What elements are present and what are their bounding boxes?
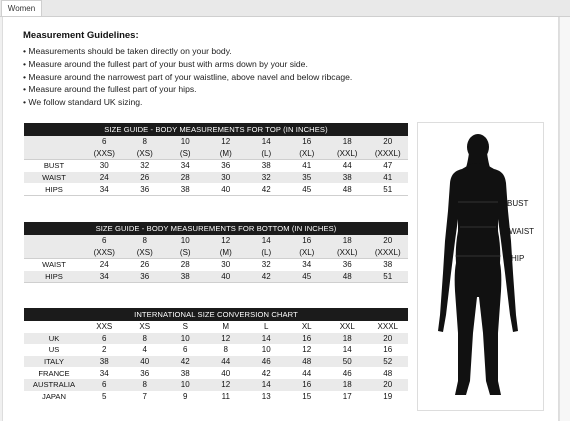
table-cell: 41	[287, 160, 328, 172]
table-cell: 40	[206, 183, 247, 195]
column-header: S	[182, 322, 188, 332]
table-cell: 36	[125, 271, 166, 283]
table-cell: 40	[206, 271, 247, 283]
table-cell: 32	[246, 172, 287, 184]
size-number: 16	[287, 136, 328, 148]
row-label: FRANCE	[38, 368, 70, 378]
table-cell: 45	[287, 183, 328, 195]
table-cell: 44	[327, 160, 368, 172]
table-cell: 40	[125, 356, 166, 368]
table-row	[24, 379, 408, 391]
table-cell: 14	[342, 345, 352, 355]
row-label: WAIST	[24, 172, 84, 184]
column-header: XXS	[96, 322, 113, 332]
table-cell: 18	[327, 333, 368, 345]
table-cell: 42	[261, 368, 271, 378]
tab-women[interactable]: Women	[1, 0, 42, 16]
top-size-table	[24, 123, 408, 196]
table-cell: 26	[125, 172, 166, 184]
size-code: (S)	[165, 247, 206, 259]
table-cell: 44	[302, 368, 312, 378]
column-header: L	[264, 322, 269, 332]
table-cell: 40	[221, 368, 231, 378]
column-header: XXXL	[377, 322, 398, 332]
hip-label: HIP	[511, 254, 525, 263]
row-label: ITALY	[24, 356, 84, 368]
table-cell: 47	[368, 160, 409, 172]
table-cell: 12	[206, 333, 247, 345]
column-header: XL	[301, 322, 312, 332]
size-number: 6	[84, 235, 125, 247]
size-number: 14	[246, 235, 287, 247]
table-cell: 38	[368, 259, 409, 271]
table-cell: 11	[221, 391, 230, 401]
table-cell: 32	[125, 160, 166, 172]
table-cell: 6	[84, 333, 125, 345]
table-cell: 34	[84, 271, 125, 283]
row-label: BUST	[24, 160, 84, 172]
bust-label: BUST	[507, 199, 529, 208]
guideline-item: • Measurements should be taken directly on your body.	[23, 45, 352, 58]
table-row	[24, 333, 408, 345]
body-figure-panel	[417, 122, 544, 411]
table-cell: 13	[261, 391, 271, 401]
size-number: 12	[206, 136, 247, 148]
table-cell: 14	[246, 333, 287, 345]
tab-bar	[0, 0, 570, 17]
size-code: (XXS)	[84, 247, 125, 259]
row-label: US	[48, 345, 60, 355]
conversion-table	[24, 308, 408, 402]
size-number: 16	[287, 235, 328, 247]
table-cell: 15	[302, 391, 312, 401]
table-cell: 16	[287, 333, 328, 345]
table-cell: 10	[165, 379, 206, 391]
table-cell: 42	[246, 271, 287, 283]
table-cell: 9	[183, 391, 188, 401]
table-cell: 35	[287, 172, 328, 184]
table-cell: 6	[84, 379, 125, 391]
table-cell: 16	[287, 379, 328, 391]
table-cell: 24	[84, 172, 125, 184]
guideline-item: • Measure around the fullest part of your bust with arms down by your side.	[23, 58, 352, 71]
table-cell: 51	[368, 183, 409, 195]
size-number: 8	[125, 235, 166, 247]
table-cell: 12	[302, 345, 312, 355]
table-cell: 48	[383, 368, 393, 378]
table-cell: 32	[246, 259, 287, 271]
table-caption: SIZE GUIDE - BODY MEASUREMENTS FOR TOP (IN INCHES)	[24, 123, 408, 136]
table-row	[24, 391, 408, 403]
table-cell: 20	[368, 333, 409, 345]
table-cell: 14	[246, 379, 287, 391]
vertical-scrollbar[interactable]	[559, 17, 570, 421]
row-label: UK	[24, 333, 84, 345]
size-number: 18	[327, 235, 368, 247]
size-code: (XL)	[287, 148, 328, 160]
size-code: (XS)	[125, 247, 166, 259]
table-cell: 12	[206, 379, 247, 391]
table-cell: 51	[368, 271, 409, 283]
size-number: 10	[165, 235, 206, 247]
table-cell: 42	[165, 356, 206, 368]
table-cell: 42	[246, 183, 287, 195]
guideline-item: • We follow standard UK sizing.	[23, 96, 352, 109]
table-cell: 50	[327, 356, 368, 368]
table-cell: 48	[287, 356, 328, 368]
table-cell: 48	[327, 183, 368, 195]
size-number: 18	[327, 136, 368, 148]
table-cell: 38	[246, 160, 287, 172]
table-cell: 44	[206, 356, 247, 368]
row-label: HIPS	[24, 271, 84, 283]
size-code: (XXL)	[327, 247, 368, 259]
table-cell: 2	[102, 345, 107, 355]
table-cell: 16	[383, 345, 393, 355]
table-cell: 36	[206, 160, 247, 172]
table-caption: INTERNATIONAL SIZE CONVERSION CHART	[24, 308, 408, 321]
table-cell: 38	[84, 356, 125, 368]
table-cell: 34	[84, 183, 125, 195]
table-cell: 48	[327, 271, 368, 283]
size-code: (XXXL)	[368, 247, 409, 259]
table-cell: 38	[165, 271, 206, 283]
size-number: 6	[84, 136, 125, 148]
table-cell: 34	[287, 259, 328, 271]
column-header: XS	[139, 322, 151, 332]
table-cell: 17	[342, 391, 352, 401]
table-cell: 24	[84, 259, 125, 271]
size-number: 8	[125, 136, 166, 148]
table-cell: 46	[246, 356, 287, 368]
table-cell: 45	[287, 271, 328, 283]
size-number: 12	[206, 235, 247, 247]
column-header: XXL	[339, 322, 355, 332]
table-cell: 26	[125, 259, 166, 271]
table-cell: 7	[142, 391, 147, 401]
table-row	[24, 183, 408, 195]
size-code: (XXL)	[327, 148, 368, 160]
column-header: M	[222, 322, 230, 332]
table-row	[24, 356, 408, 368]
size-code: (XS)	[125, 148, 166, 160]
table-cell: 41	[368, 172, 409, 184]
table-cell: 34	[99, 368, 109, 378]
table-cell: 38	[165, 183, 206, 195]
table-cell: 8	[125, 333, 166, 345]
table-cell: 36	[140, 368, 150, 378]
table-row	[24, 259, 408, 271]
table-cell: 36	[327, 259, 368, 271]
guidelines-title: Measurement Guidelines:	[23, 30, 139, 41]
size-code: (L)	[246, 148, 287, 160]
row-label: JAPAN	[42, 391, 66, 401]
table-cell: 19	[383, 391, 393, 401]
table-cell: 10	[165, 333, 206, 345]
table-cell: 18	[327, 379, 368, 391]
guideline-item: • Measure around the fullest part of your hips.	[23, 83, 352, 96]
guideline-item: • Measure around the narrowest part of your waistline, above navel and below ribcage.	[23, 71, 352, 84]
table-cell: 8	[223, 345, 228, 355]
table-cell: 6	[183, 345, 188, 355]
size-number: 20	[368, 235, 409, 247]
table-cell: 30	[206, 172, 247, 184]
table-cell: 36	[125, 183, 166, 195]
size-code: (XL)	[287, 247, 328, 259]
table-row	[24, 271, 408, 283]
table-cell: 34	[165, 160, 206, 172]
size-code: (L)	[246, 247, 287, 259]
size-number: 14	[246, 136, 287, 148]
size-number: 10	[165, 136, 206, 148]
row-label: AUSTRALIA	[24, 379, 84, 391]
table-row	[24, 344, 408, 356]
row-label: WAIST	[24, 259, 84, 271]
bottom-size-table	[24, 222, 408, 283]
table-cell: 28	[165, 172, 206, 184]
size-code: (S)	[165, 148, 206, 160]
female-silhouette-icon	[418, 123, 543, 410]
size-code: (M)	[206, 148, 247, 160]
row-label: HIPS	[24, 183, 84, 195]
waist-label: WAIST	[509, 227, 535, 236]
guidelines-list	[23, 45, 352, 109]
size-code: (XXS)	[84, 148, 125, 160]
table-cell: 28	[165, 259, 206, 271]
size-number: 20	[368, 136, 409, 148]
table-cell: 46	[342, 368, 352, 378]
table-cell: 30	[206, 259, 247, 271]
table-row	[24, 367, 408, 379]
table-cell: 38	[180, 368, 190, 378]
table-cell: 10	[261, 345, 271, 355]
table-cell: 5	[102, 391, 107, 401]
size-code: (M)	[206, 247, 247, 259]
table-cell: 8	[125, 379, 166, 391]
table-cell: 20	[368, 379, 409, 391]
table-cell: 4	[142, 345, 147, 355]
table-cell: 30	[84, 160, 125, 172]
table-row	[24, 172, 408, 184]
size-code: (XXXL)	[368, 148, 409, 160]
table-row	[24, 160, 408, 172]
table-cell: 38	[327, 172, 368, 184]
table-cell: 52	[368, 356, 409, 368]
table-caption: SIZE GUIDE - BODY MEASUREMENTS FOR BOTTOM (IN INCHES)	[24, 222, 408, 235]
